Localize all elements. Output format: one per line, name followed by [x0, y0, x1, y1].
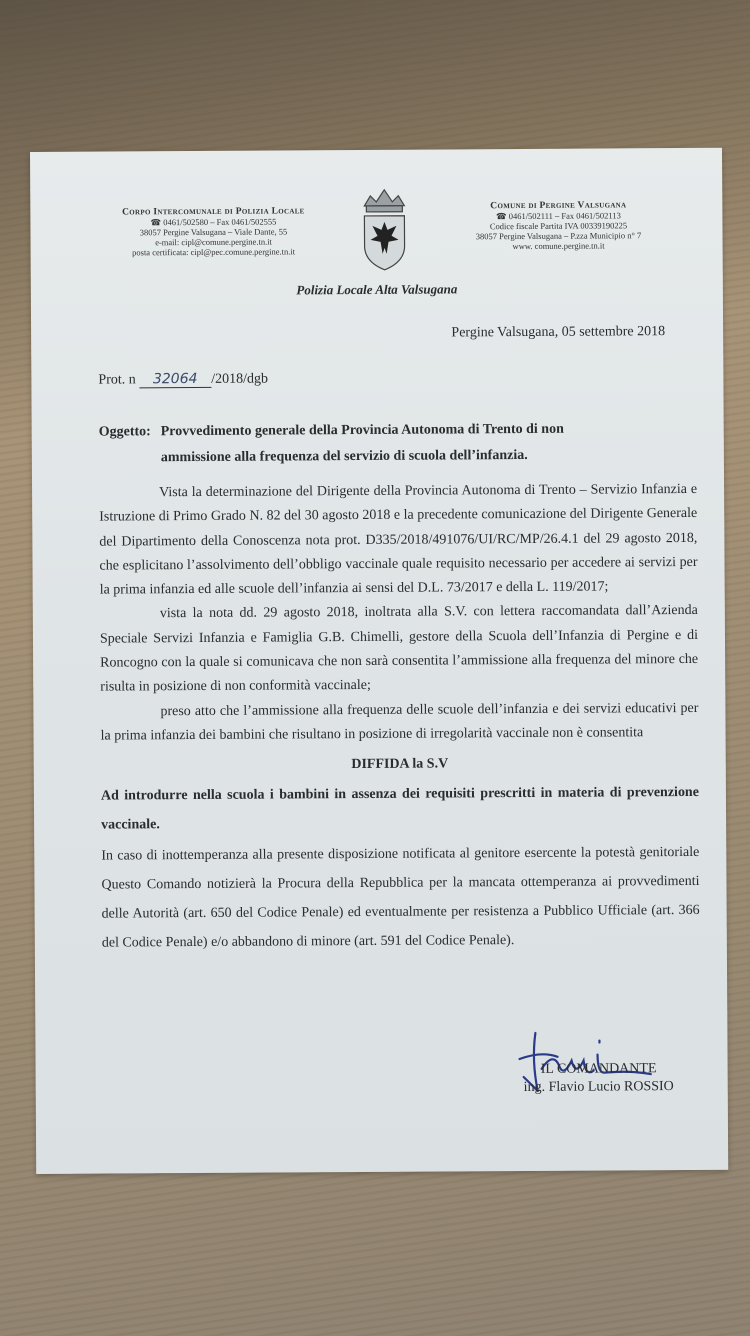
protocol-handwritten-number: 32064	[139, 371, 211, 388]
crowned-eagle-shield-icon	[358, 188, 411, 272]
subject-line-2: ammissione alla frequenza del servizio di scuola dell’infanzia.	[160, 447, 528, 466]
municipality-address: 38057 Pergine Valsugana – P.zza Municipio n° 7	[475, 230, 642, 242]
police-email: e-mail: cipl@comune.pergine.tn.it	[155, 236, 272, 248]
letterhead-municipality	[438, 200, 678, 251]
subject-line-1: Provvedimento generale della Provincia Autonoma di Trento di non	[160, 421, 564, 440]
office-title: Polizia Locale Alta Valsugana	[296, 281, 458, 298]
closing-paragraph: In caso di inottemperanza alla presente disposizione notificata al genitore esercente la potestà genitoriale Questo Comando notizierà la Procura della Repubblica per la mancata ottemperanza ai provvedimenti delle Autorità (art. 650 del Codice Penale) ed eventualmente per resistenza a Pubblico Ufficiale (art. 366 del Codice Penale) e/o abbandono di minore (art. 591 del Codice Penale).	[101, 844, 700, 951]
paragraph-acknowledgement: preso atto che l’ammissione alla frequenza delle scuole dell’infanzia e dei servizi educativi per la prima infanzia dei bambini che risultano in posizione di irregolarità vaccinale non è consentita	[100, 700, 699, 744]
municipality-website: www. comune.pergine.tn.it	[512, 240, 605, 252]
letter-body	[99, 478, 700, 957]
order-paragraph: Ad introdurre nella scuola i bambini in assenza dei requisiti prescritti in materia di prevenzione vaccinale.	[100, 784, 699, 833]
police-address: 38057 Pergine Valsugana – Viale Dante, 55	[139, 226, 288, 238]
municipality-tax-id: Codice fiscale Partita IVA 00339190225	[489, 220, 628, 232]
subject-label: Oggetto:	[98, 424, 151, 440]
protocol-number	[98, 371, 268, 389]
paragraph-note: vista la nota dd. 29 agosto 2018, inoltrata alla S.V. con lettera raccomandata dall’Azienda Speciale Servizi Infanzia e Famiglia G.B. Chimelli, gestore della Scuola dell’Infanzia di Pergine e di Roncogno con la quale si comunicava che non sarà consentita l’ammissione alla frequenza del minore che risulta in posizione di non conformità vaccinale;	[99, 603, 699, 695]
protocol-prefix: Prot. n	[98, 372, 136, 388]
signature-block	[494, 1060, 704, 1097]
signatory-name: ing. Flavio Lucio ROSSIO	[523, 1079, 674, 1096]
diffida-heading: DIFFIDA la S.V	[351, 756, 449, 773]
municipality-phone: ☎ 0461/502111 – Fax 0461/502113	[495, 210, 621, 222]
letterhead-police	[88, 206, 338, 258]
police-pec: posta certificata: cipl@pec.comune.pergine.tn.it	[132, 246, 296, 258]
police-phone: ☎ 0461/502580 – Fax 0461/502555	[150, 216, 277, 228]
municipality-org-name: Comune di Pergine Valsugana	[490, 200, 627, 212]
protocol-suffix: /2018/dgb	[211, 371, 269, 387]
dateline: Pergine Valsugana, 05 settembre 2018	[451, 324, 666, 341]
subject-block	[99, 416, 699, 472]
police-org-name: Corpo Intercomunale di Polizia Locale	[122, 206, 305, 218]
letter-page	[30, 148, 728, 1174]
signatory-title: IL COMANDANTE	[540, 1061, 657, 1077]
paragraph-determination: Vista la determinazione del Dirigente della Provincia Autonoma di Trento – Servizio Infanzia e Istruzione di Primo Grado N. 82 del 30 agosto 2018 e la precedente comunicazione del Dirigente Generale del Dipartimento della Conoscenza nota prot. D335/2018/491076/UI/RC/MP/26.4.1 del 29 agosto 2018, che esplicitano l’assolvimento dell’obbligo vaccinale quale requisito necessario per accedere ai servizi per la prima infanzia ed alle scuole dell’infanzia ai sensi del D.L. 73/2017 e della L. 119/2017;	[99, 481, 698, 598]
